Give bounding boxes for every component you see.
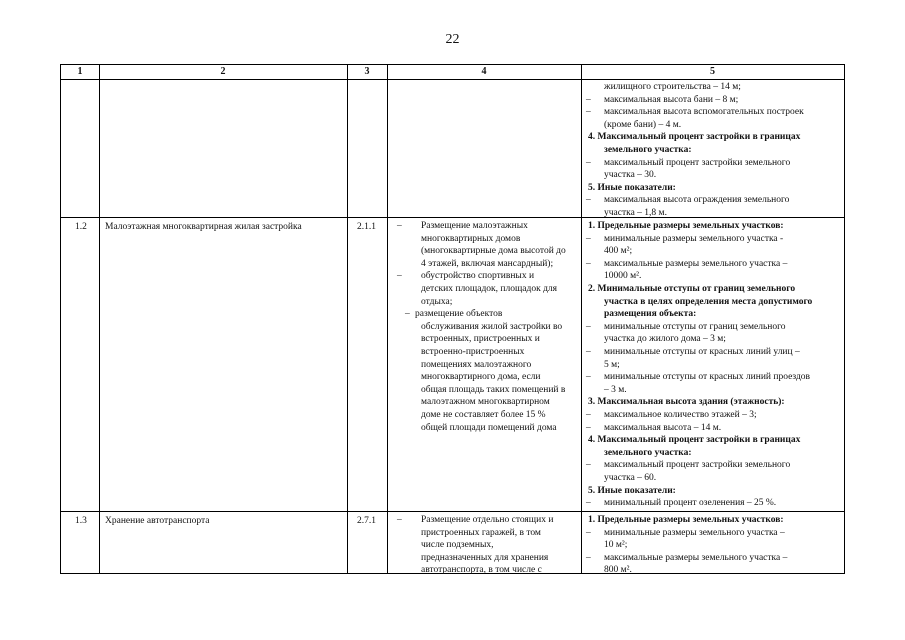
- row-divider: [61, 217, 844, 218]
- parameter-line: размещения объекта:: [604, 309, 697, 320]
- parameter-line: максимальная высота ограждения земельного: [604, 195, 790, 206]
- parameter-line: 5. Иные показатели:: [588, 182, 676, 193]
- dash-bullet: –: [586, 422, 591, 433]
- dash-bullet: –: [397, 515, 402, 525]
- use-description-line: встроенно-пристроенных: [421, 347, 525, 357]
- parameter-line: минимальные отступы от границ земельного: [604, 321, 786, 332]
- parameter-line: максимальный процент застройки земельного: [604, 157, 791, 168]
- dash-bullet: –: [586, 552, 591, 563]
- use-description-line: доме не составляет более 15 %: [421, 410, 546, 420]
- column-divider: [99, 65, 100, 573]
- regulations-table: [60, 64, 845, 574]
- parameter-line: 400 м²;: [604, 246, 633, 257]
- use-description-line: отдыха;: [421, 296, 453, 307]
- dash-bullet: –: [586, 157, 591, 168]
- parameter-line: максимальный процент застройки земельного: [604, 460, 791, 471]
- use-description-line: общей площади помещений дома: [421, 422, 557, 433]
- row-number: 1.3: [75, 516, 87, 526]
- dash-bullet: –: [586, 527, 591, 538]
- row-divider: [61, 511, 844, 512]
- parameter-line: максимальная высота вспомогательных построек: [604, 107, 804, 118]
- parameter-line: 1. Предельные размеры земельных участков:: [588, 221, 784, 231]
- use-type-name: Малоэтажная многоквартирная жилая застройка: [105, 222, 302, 232]
- header-col-3: 3: [364, 66, 370, 77]
- parameter-line: минимальные отступы от красных линий улиц –: [604, 347, 800, 357]
- parameter-line: участка – 60.: [604, 473, 657, 483]
- use-description-line: предназначенных для хранения: [421, 552, 549, 563]
- use-description-line: размещение объектов: [415, 309, 503, 320]
- use-description-line: малоэтажном многоквартирном: [421, 397, 550, 408]
- dash-bullet: –: [405, 309, 410, 320]
- use-description-line: 4 этажей, включая мансардный);: [421, 258, 554, 269]
- parameter-line: 1. Предельные размеры земельных участков:: [588, 515, 784, 525]
- parameter-line: 4. Максимальный процент застройки в границах: [588, 132, 801, 143]
- parameter-line: 5. Иные показатели:: [588, 485, 676, 496]
- use-description-line: помещениях малоэтажного: [421, 359, 532, 370]
- parameter-line: 4. Максимальный процент застройки в границах: [588, 435, 801, 446]
- parameter-line: земельного участка:: [604, 145, 692, 155]
- dash-bullet: –: [586, 498, 591, 509]
- use-description-line: пристроенных гаражей, в том: [421, 527, 541, 538]
- parameter-line: минимальные размеры земельного участка –: [604, 527, 785, 538]
- use-description-line: обслуживания жилой застройки во: [421, 321, 563, 332]
- parameter-line: минимальные размеры земельного участка -: [604, 233, 784, 244]
- use-description-line: числе подземных,: [421, 540, 494, 551]
- parameter-line: 5 м;: [604, 359, 620, 370]
- column-divider: [347, 65, 348, 573]
- dash-bullet: –: [586, 460, 591, 471]
- parameter-line: 3. Максимальная высота здания (этажность):: [588, 397, 785, 408]
- parameter-line: участка – 30.: [604, 170, 657, 181]
- dash-bullet: –: [586, 94, 591, 105]
- parameter-line: максимальная высота – 14 м.: [604, 422, 722, 433]
- dash-bullet: –: [397, 221, 402, 231]
- use-description-line: Размещение малоэтажных: [421, 221, 528, 231]
- dash-bullet: –: [586, 258, 591, 269]
- page-number: 22: [445, 32, 460, 47]
- table-header-row: [61, 65, 844, 80]
- use-description-line: обустройство спортивных и: [421, 271, 535, 282]
- use-type-name: Хранение автотранспорта: [105, 516, 210, 526]
- parameter-line: максимальные размеры земельного участка –: [604, 552, 788, 563]
- dash-bullet: –: [586, 107, 591, 118]
- use-description-line: общая площадь таких помещений в: [421, 384, 566, 395]
- parameter-line: участка до жилого дома – 3 м;: [604, 334, 726, 345]
- use-description-line: многоквартирных домов: [421, 233, 521, 244]
- parameter-line: земельного участка:: [604, 447, 692, 458]
- use-description-line: детских площадок, площадок для: [421, 284, 558, 294]
- use-type-code: 2.1.1: [357, 222, 376, 232]
- header-col-1: 1: [77, 66, 83, 77]
- dash-bullet: –: [586, 372, 591, 383]
- parameter-line: 2. Минимальные отступы от границ земельного: [588, 284, 796, 294]
- header-col-4: 4: [481, 66, 487, 77]
- parameter-line: – 3 м.: [604, 384, 627, 395]
- parameter-line: 800 м².: [604, 565, 632, 576]
- row-number: 1.2: [75, 222, 87, 232]
- use-description-line: встроенных, пристроенных и: [421, 334, 540, 345]
- parameter-line: (кроме бани) – 4 м.: [604, 119, 682, 130]
- parameter-line: 10 м²;: [604, 540, 628, 551]
- dash-bullet: –: [586, 321, 591, 332]
- use-description-line: автотранспорта, в том числе с: [421, 565, 542, 576]
- parameter-line: максимальная высота бани – 8 м;: [604, 94, 739, 105]
- parameter-line: минимальный процент озеленения – 25 %.: [604, 498, 777, 509]
- parameter-line: участка – 1,8 м.: [604, 208, 667, 218]
- parameter-line: минимальные отступы от красных линий проездов: [604, 372, 811, 383]
- use-type-code: 2.7.1: [357, 516, 376, 526]
- use-description-line: Размещение отдельно стоящих и: [421, 515, 554, 525]
- dash-bullet: –: [586, 195, 591, 206]
- parameter-line: жилищного строительства – 14 м;: [604, 82, 741, 92]
- dash-bullet: –: [586, 410, 591, 420]
- parameter-line: 10000 м².: [604, 271, 642, 282]
- column-divider: [387, 65, 388, 573]
- use-description-line: многоквартирного дома, если: [421, 372, 541, 383]
- dash-bullet: –: [397, 271, 402, 282]
- header-col-2: 2: [220, 66, 226, 77]
- parameter-line: участка в целях определения места допустимого: [604, 296, 813, 307]
- dash-bullet: –: [586, 233, 591, 244]
- use-description-line: (многоквартирные дома высотой до: [421, 246, 566, 257]
- dash-bullet: –: [586, 347, 591, 357]
- parameter-line: максимальное количество этажей – 3;: [604, 410, 757, 420]
- header-col-5: 5: [710, 66, 715, 77]
- parameter-line: максимальные размеры земельного участка –: [604, 258, 788, 269]
- column-divider: [581, 65, 582, 573]
